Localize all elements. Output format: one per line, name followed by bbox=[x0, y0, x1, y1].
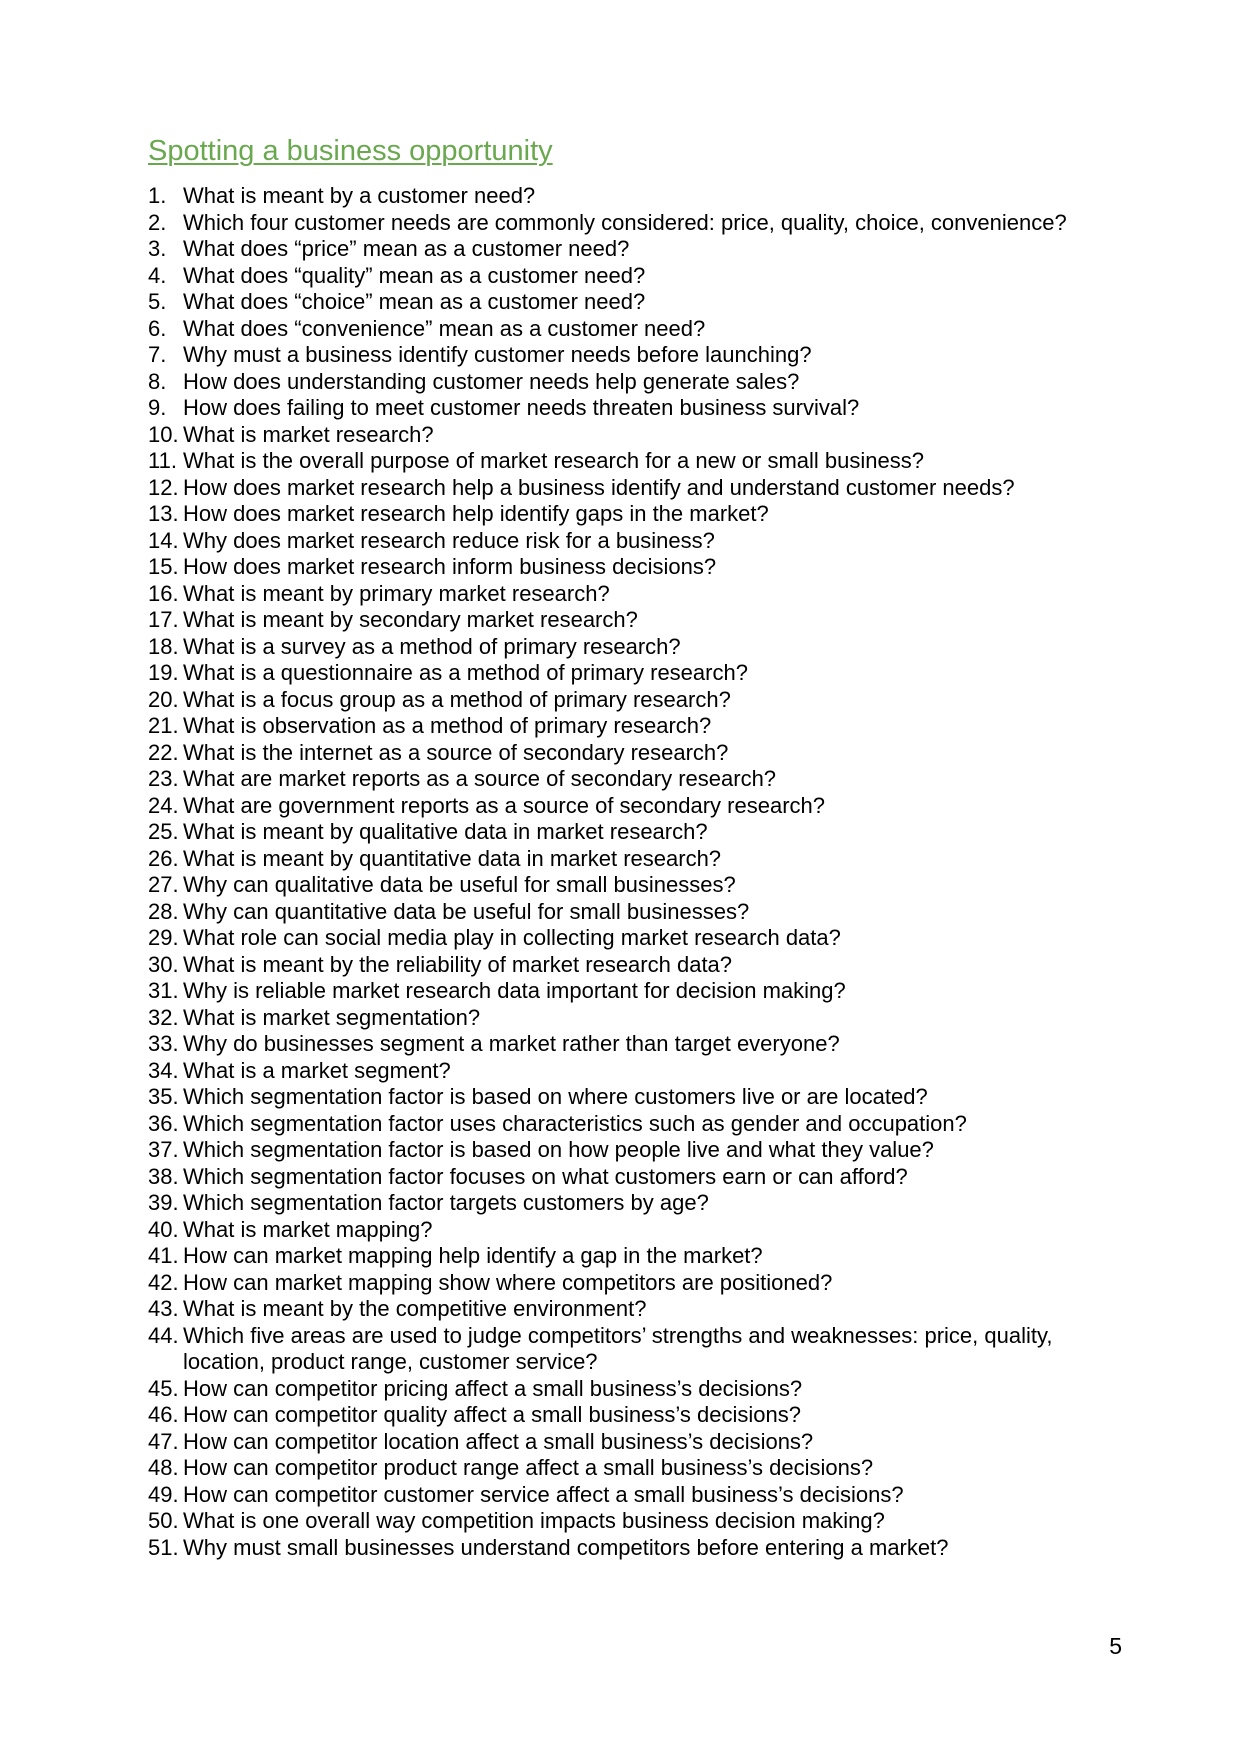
question-item bbox=[148, 1137, 1138, 1164]
question-text: Why must small businesses understand competitors before entering a market? bbox=[183, 1534, 949, 1560]
question-text: What role can social media play in collecting market research data? bbox=[183, 925, 841, 950]
question-item bbox=[148, 581, 1138, 608]
question-text: What is market research? bbox=[183, 421, 434, 447]
question-number: 28. bbox=[148, 898, 179, 924]
question-number: 50. bbox=[148, 1508, 179, 1533]
question-item bbox=[148, 1535, 1138, 1562]
question-item bbox=[148, 660, 1138, 687]
question-item bbox=[148, 528, 1138, 555]
question-number: 48. bbox=[148, 1455, 179, 1480]
question-text: Which segmentation factor targets customers by age? bbox=[183, 1190, 709, 1215]
question-number: 5. bbox=[148, 289, 167, 314]
question-number: 49. bbox=[148, 1481, 179, 1507]
question-number: 14. bbox=[148, 527, 179, 553]
question-text: What is meant by qualitative data in market research? bbox=[183, 819, 708, 844]
question-text: What does “quality” mean as a customer need? bbox=[183, 262, 646, 288]
question-text: What is a focus group as a method of primary research? bbox=[183, 686, 731, 712]
question-text: Which five areas are used to judge competitors’ strengths and weaknesses: price, quality, location, product range, customer service? bbox=[183, 1322, 1053, 1374]
question-number: 16. bbox=[148, 580, 179, 606]
question-item bbox=[148, 1482, 1138, 1509]
question-text: What is the overall purpose of market research for a new or small business? bbox=[183, 448, 924, 473]
question-item bbox=[148, 687, 1138, 714]
question-text: Why must a business identify customer needs before launching? bbox=[183, 342, 812, 367]
question-item bbox=[148, 1296, 1138, 1323]
question-item bbox=[148, 1429, 1138, 1456]
question-text: What is a survey as a method of primary research? bbox=[183, 633, 681, 659]
question-text: How can competitor customer service affect a small business’s decisions? bbox=[183, 1481, 904, 1507]
question-number: 12. bbox=[148, 474, 179, 500]
question-text: Why do businesses segment a market rather than target everyone? bbox=[183, 1031, 840, 1056]
question-item bbox=[148, 1402, 1138, 1429]
question-number: 6. bbox=[148, 315, 167, 341]
question-number: 32. bbox=[148, 1004, 179, 1030]
question-text: Which four customer needs are commonly considered: price, quality, choice, convenience? bbox=[183, 209, 1067, 235]
question-item bbox=[148, 713, 1138, 740]
question-text: Why is reliable market research data important for decision making? bbox=[183, 978, 846, 1003]
question-number: 33. bbox=[148, 1031, 179, 1056]
question-item bbox=[148, 448, 1138, 475]
question-number: 26. bbox=[148, 845, 179, 871]
question-item bbox=[148, 1084, 1138, 1111]
question-item bbox=[148, 183, 1138, 210]
question-number: 29. bbox=[148, 925, 179, 950]
question-item bbox=[148, 289, 1138, 316]
question-text: What is meant by quantitative data in market research? bbox=[183, 845, 722, 871]
question-number: 8. bbox=[148, 368, 167, 394]
question-text: What are government reports as a source of secondary research? bbox=[183, 792, 825, 818]
question-number: 15. bbox=[148, 554, 179, 579]
question-item bbox=[148, 1508, 1138, 1535]
section-heading: Spotting a business opportunity bbox=[148, 135, 553, 167]
question-item bbox=[148, 1217, 1138, 1244]
question-number: 37. bbox=[148, 1137, 179, 1162]
question-text: Which segmentation factor focuses on what customers earn or can afford? bbox=[183, 1163, 908, 1189]
question-item bbox=[148, 925, 1138, 952]
page-number: 5 bbox=[1109, 1633, 1122, 1659]
question-item bbox=[148, 952, 1138, 979]
question-text: How does understanding customer needs help generate sales? bbox=[183, 368, 800, 394]
question-text: How can competitor location affect a small business’s decisions? bbox=[183, 1428, 814, 1454]
question-text: Why can qualitative data be useful for small businesses? bbox=[183, 872, 736, 897]
question-number: 10. bbox=[148, 421, 179, 447]
question-item bbox=[148, 1455, 1138, 1482]
question-text: How does market research inform business decisions? bbox=[183, 554, 717, 579]
question-item bbox=[148, 740, 1138, 767]
question-text: What does “convenience” mean as a customer need? bbox=[183, 315, 706, 341]
question-number: 17. bbox=[148, 607, 179, 632]
question-number: 11. bbox=[148, 448, 177, 473]
question-number: 18. bbox=[148, 633, 179, 659]
question-item bbox=[148, 1190, 1138, 1217]
question-number: 31. bbox=[148, 978, 179, 1003]
question-text: Why does market research reduce risk for a business? bbox=[183, 527, 715, 553]
question-item bbox=[148, 395, 1138, 422]
question-number: 44. bbox=[148, 1322, 179, 1348]
document-content bbox=[148, 134, 1138, 1561]
question-number: 27. bbox=[148, 872, 179, 897]
question-number: 51. bbox=[148, 1534, 179, 1560]
question-number: 21. bbox=[148, 713, 179, 738]
question-text: How can competitor pricing affect a small business’s decisions? bbox=[183, 1375, 803, 1401]
question-item bbox=[148, 1058, 1138, 1085]
question-text: How can competitor quality affect a small business’s decisions? bbox=[183, 1402, 801, 1427]
question-text: Which segmentation factor is based on where customers live or are located? bbox=[183, 1084, 928, 1109]
question-item bbox=[148, 1031, 1138, 1058]
question-number: 2. bbox=[148, 209, 167, 235]
question-number: 39. bbox=[148, 1190, 179, 1215]
question-number: 35. bbox=[148, 1084, 179, 1109]
question-number: 46. bbox=[148, 1402, 179, 1427]
question-item bbox=[148, 846, 1138, 873]
question-item bbox=[148, 899, 1138, 926]
question-text: How does market research help identify gaps in the market? bbox=[183, 501, 769, 526]
question-item bbox=[148, 1243, 1138, 1270]
question-item bbox=[148, 342, 1138, 369]
question-text: How does market research help a business identify and understand customer needs? bbox=[183, 474, 1015, 500]
question-item bbox=[148, 1164, 1138, 1191]
question-item bbox=[148, 1323, 1138, 1376]
question-number: 1. bbox=[148, 183, 167, 208]
question-number: 40. bbox=[148, 1216, 179, 1242]
question-item bbox=[148, 236, 1138, 263]
question-item bbox=[148, 316, 1138, 343]
question-item bbox=[148, 1005, 1138, 1032]
question-item bbox=[148, 766, 1138, 793]
question-item bbox=[148, 1376, 1138, 1403]
question-number: 22. bbox=[148, 739, 179, 765]
question-number: 38. bbox=[148, 1163, 179, 1189]
question-number: 47. bbox=[148, 1428, 179, 1454]
question-item bbox=[148, 475, 1138, 502]
question-item bbox=[148, 872, 1138, 899]
question-item bbox=[148, 263, 1138, 290]
question-text: What is market segmentation? bbox=[183, 1004, 481, 1030]
question-text: How does failing to meet customer needs threaten business survival? bbox=[183, 395, 860, 420]
question-text: How can market mapping show where competitors are positioned? bbox=[183, 1269, 833, 1295]
question-text: What is meant by the competitive environment? bbox=[183, 1296, 647, 1321]
question-item bbox=[148, 978, 1138, 1005]
question-item bbox=[148, 1270, 1138, 1297]
question-item bbox=[148, 1111, 1138, 1138]
question-text: Why can quantitative data be useful for small businesses? bbox=[183, 898, 750, 924]
question-item bbox=[148, 554, 1138, 581]
question-text: What does “price” mean as a customer need? bbox=[183, 236, 630, 261]
question-text: What are market reports as a source of secondary research? bbox=[183, 766, 777, 791]
question-text: What is meant by a customer need? bbox=[183, 183, 536, 208]
question-number: 36. bbox=[148, 1110, 179, 1136]
question-text: What does “choice” mean as a customer need? bbox=[183, 289, 646, 314]
question-number: 30. bbox=[148, 951, 179, 977]
question-item bbox=[148, 819, 1138, 846]
question-number: 45. bbox=[148, 1375, 179, 1401]
question-text: What is market mapping? bbox=[183, 1216, 433, 1242]
question-text: Which segmentation factor is based on how people live and what they value? bbox=[183, 1137, 934, 1162]
question-number: 24. bbox=[148, 792, 179, 818]
question-list bbox=[148, 183, 1138, 1561]
question-text: What is the internet as a source of secondary research? bbox=[183, 739, 729, 765]
question-number: 41. bbox=[148, 1243, 179, 1268]
question-text: What is a questionnaire as a method of primary research? bbox=[183, 660, 748, 685]
question-item bbox=[148, 210, 1138, 237]
question-number: 7. bbox=[148, 342, 167, 367]
question-text: What is one overall way competition impacts business decision making? bbox=[183, 1508, 885, 1533]
question-item bbox=[148, 634, 1138, 661]
question-text: What is meant by primary market research? bbox=[183, 580, 610, 606]
question-text: Which segmentation factor uses characteristics such as gender and occupation? bbox=[183, 1110, 967, 1136]
question-number: 34. bbox=[148, 1057, 179, 1083]
question-number: 3. bbox=[148, 236, 167, 261]
question-number: 25. bbox=[148, 819, 179, 844]
question-item bbox=[148, 422, 1138, 449]
question-text: What is a market segment? bbox=[183, 1057, 451, 1083]
question-number: 42. bbox=[148, 1269, 179, 1295]
question-text: What is meant by secondary market research? bbox=[183, 607, 638, 632]
question-item bbox=[148, 793, 1138, 820]
question-item bbox=[148, 607, 1138, 634]
question-number: 9. bbox=[148, 395, 167, 420]
question-number: 19. bbox=[148, 660, 179, 685]
question-text: What is meant by the reliability of market research data? bbox=[183, 951, 733, 977]
question-number: 20. bbox=[148, 686, 179, 712]
question-number: 13. bbox=[148, 501, 179, 526]
question-text: How can market mapping help identify a gap in the market? bbox=[183, 1243, 763, 1268]
question-number: 43. bbox=[148, 1296, 179, 1321]
question-number: 23. bbox=[148, 766, 179, 791]
question-text: What is observation as a method of primary research? bbox=[183, 713, 712, 738]
question-item bbox=[148, 501, 1138, 528]
question-text: How can competitor product range affect a small business’s decisions? bbox=[183, 1455, 874, 1480]
question-number: 4. bbox=[148, 262, 167, 288]
question-item bbox=[148, 369, 1138, 396]
